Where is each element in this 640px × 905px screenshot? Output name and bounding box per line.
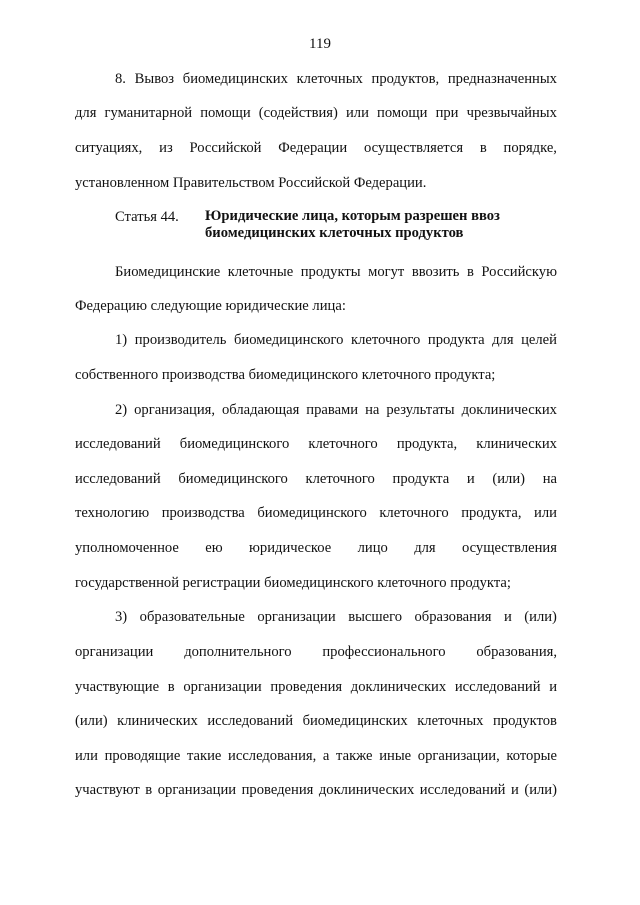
item-2-line-2 (75, 435, 557, 453)
word: клеточного (308, 436, 378, 452)
word: клинических (117, 713, 198, 729)
word: (или) (75, 713, 108, 729)
word: образования (414, 609, 492, 625)
word: организации (157, 782, 237, 798)
word: ею (205, 540, 223, 556)
item-3-line-5 (75, 747, 557, 765)
word: биомедицинского (233, 332, 344, 348)
word: доклинических (350, 679, 447, 695)
word: организации (75, 644, 154, 660)
word: также (336, 748, 373, 764)
article-title (205, 208, 565, 242)
word: Вывоз (134, 71, 175, 87)
word: лицо (357, 540, 388, 556)
word: на (542, 471, 557, 487)
intro-line-2: Федерацию следующие юридические лица: (75, 298, 346, 314)
article-title-line-2: биомедицинских клеточных продуктов (205, 225, 464, 241)
word: Федерации (278, 140, 348, 156)
word: или (345, 105, 369, 121)
word: биомедицинского (179, 436, 290, 452)
word: продукта, (396, 436, 458, 452)
word: продукта, (461, 505, 522, 521)
word: продукта (392, 471, 450, 487)
word: клеточных (296, 71, 363, 87)
paragraph-8-line-3 (75, 139, 557, 157)
word: участвующие (75, 679, 160, 695)
word: гуманитарной (104, 105, 193, 121)
word: производитель (134, 332, 227, 348)
word: организации, (417, 748, 500, 764)
item-3-line-2 (75, 643, 557, 661)
item-3-line-4 (75, 712, 557, 730)
word: целей (521, 332, 557, 348)
word: биомедицинских (302, 713, 408, 729)
word: исследований (419, 782, 506, 798)
word: клеточного (351, 332, 421, 348)
word: клеточных (417, 713, 484, 729)
word: участвуют (75, 782, 140, 798)
word: обладающая (221, 402, 300, 418)
word: биомедицинских (182, 71, 288, 87)
item-2-line-6: государственной регистрации биомедицинского клеточного продукта; (75, 575, 511, 591)
word: ввозить (411, 264, 460, 280)
word: (содействия) (258, 105, 338, 121)
word: порядке, (503, 140, 557, 156)
word: чрезвычайных (466, 105, 557, 121)
word: 1) (115, 332, 128, 348)
word: в (466, 264, 474, 280)
intro-line-1 (115, 263, 557, 281)
item-2-line-4 (75, 504, 557, 522)
word: исследований (454, 679, 541, 695)
word: результаты (386, 402, 455, 418)
word: на (365, 402, 380, 418)
word: исследования, (228, 748, 317, 764)
word: а (322, 748, 330, 764)
word: такие (186, 748, 222, 764)
word: при (435, 105, 459, 121)
item-3-line-1 (115, 608, 557, 626)
word: помощи (377, 105, 428, 121)
word: (или) (524, 782, 557, 798)
word: исследований (75, 471, 161, 487)
word: производства (161, 505, 245, 521)
word: организации (257, 609, 336, 625)
item-2-line-5 (75, 539, 557, 557)
item-2-line-1 (115, 401, 557, 419)
word: уполномоченное (75, 540, 179, 556)
word: доклинических (461, 402, 557, 418)
word: биомедицинского (178, 471, 288, 487)
word: продукты (300, 264, 361, 280)
item-1-line-1 (115, 331, 557, 349)
word: помощи (200, 105, 251, 121)
word: и (466, 471, 475, 487)
word: осуществляется (363, 140, 464, 156)
word: исследований (207, 713, 294, 729)
article-title-line-1: Юридические лица, которым разрешен ввоз (205, 208, 500, 224)
word: биомедицинского (257, 505, 367, 521)
word: клеточного (305, 471, 375, 487)
word: осуществления (461, 540, 557, 556)
word: из (159, 140, 173, 156)
word: и (549, 679, 557, 695)
word: или (75, 748, 98, 764)
word: (или) (492, 471, 525, 487)
word: Биомедицинские (115, 264, 221, 280)
word: Российской (189, 140, 262, 156)
word: и (503, 609, 512, 625)
word: и (511, 782, 519, 798)
word: высшего (348, 609, 402, 625)
word: организация, (134, 402, 216, 418)
word: (или) (524, 609, 557, 625)
word: клеточного (379, 505, 449, 521)
word: дополнительного (184, 644, 292, 660)
item-3-line-6 (75, 781, 557, 799)
word: профессионального (322, 644, 446, 660)
page-number: 119 (309, 36, 331, 52)
word: для (414, 540, 436, 556)
word: 2) (115, 402, 128, 418)
word: в (167, 679, 175, 695)
word: организации (183, 679, 262, 695)
word: правами (306, 402, 359, 418)
word: для (75, 105, 97, 121)
word: предназначенных (447, 71, 557, 87)
word: доклинических (318, 782, 415, 798)
word: иные (379, 748, 412, 764)
word: исследований (75, 436, 161, 452)
word: проводящие (104, 748, 181, 764)
word: продуктов, (371, 71, 440, 87)
word: продукта (427, 332, 485, 348)
word: образовательные (139, 609, 245, 625)
word: в (479, 140, 487, 156)
word: которые (506, 748, 557, 764)
word: в (145, 782, 153, 798)
word: или (534, 505, 557, 521)
paragraph-8-line-2 (75, 104, 557, 122)
item-2-line-3 (75, 470, 557, 488)
word: технологию (75, 505, 150, 521)
article-label: Статья 44. (115, 209, 179, 225)
word: образования, (476, 644, 557, 660)
word: проведения (241, 782, 314, 798)
word: клинических (476, 436, 557, 452)
word: проведения (270, 679, 343, 695)
word: ситуациях, (75, 140, 143, 156)
word: для (492, 332, 514, 348)
word: 3) (115, 609, 128, 625)
item-3-line-3 (75, 678, 557, 696)
word: Российскую (481, 264, 557, 280)
item-1-line-2: собственного производства биомедицинского клеточного продукта; (75, 367, 496, 383)
word: 8. (115, 71, 126, 87)
word: могут (368, 264, 405, 280)
paragraph-8-line-1 (115, 70, 557, 88)
word: юридическое (249, 540, 332, 556)
word: продуктов (492, 713, 557, 729)
word: клеточные (227, 264, 294, 280)
paragraph-8-line-4: установленном Правительством Российской Федерации. (75, 175, 427, 191)
